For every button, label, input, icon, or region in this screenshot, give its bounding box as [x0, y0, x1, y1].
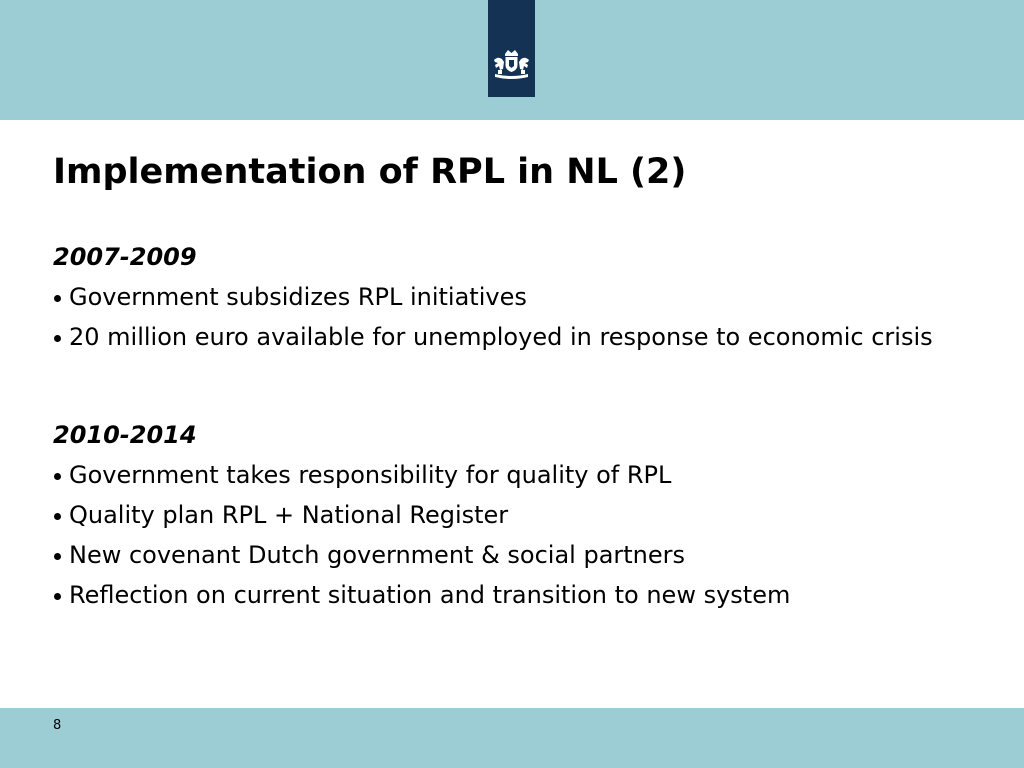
bullet-dot-icon: [54, 553, 61, 560]
bullet-dot-icon: [54, 335, 61, 342]
bullet-item: [53, 280, 953, 314]
bullet-item: [53, 578, 953, 612]
bullet-text: 20 million euro available for unemployed in response to economic crisis: [69, 323, 933, 351]
bullet-item: [53, 538, 953, 572]
bullet-list: [53, 458, 953, 612]
slide-title: Implementation of RPL in NL (2): [53, 152, 687, 192]
bullet-item: [53, 320, 953, 354]
bullet-text: Reflection on current situation and transition to new system: [69, 581, 791, 609]
bullet-text: Government takes responsibility for quality of RPL: [69, 461, 672, 489]
bullet-dot-icon: [54, 473, 61, 480]
bullet-item: [53, 498, 953, 532]
bullet-list: [53, 280, 953, 354]
government-logo-ribbon: [488, 0, 535, 97]
bullet-dot-icon: [54, 513, 61, 520]
page-number: 8: [53, 718, 62, 733]
bullet-text: Quality plan RPL + National Register: [69, 501, 509, 529]
period-section-2010-2014: [53, 418, 953, 618]
period-heading: 2010-2014: [53, 421, 197, 449]
coat-of-arms-icon: [490, 48, 533, 88]
period-section-2007-2009: [53, 240, 953, 360]
footer-band: [0, 708, 1024, 768]
bullet-text: New covenant Dutch government & social partners: [69, 541, 686, 569]
period-heading: 2007-2009: [53, 243, 197, 271]
bullet-dot-icon: [54, 295, 61, 302]
bullet-dot-icon: [54, 593, 61, 600]
bullet-text: Government subsidizes RPL initiatives: [69, 283, 527, 311]
bullet-item: [53, 458, 953, 492]
